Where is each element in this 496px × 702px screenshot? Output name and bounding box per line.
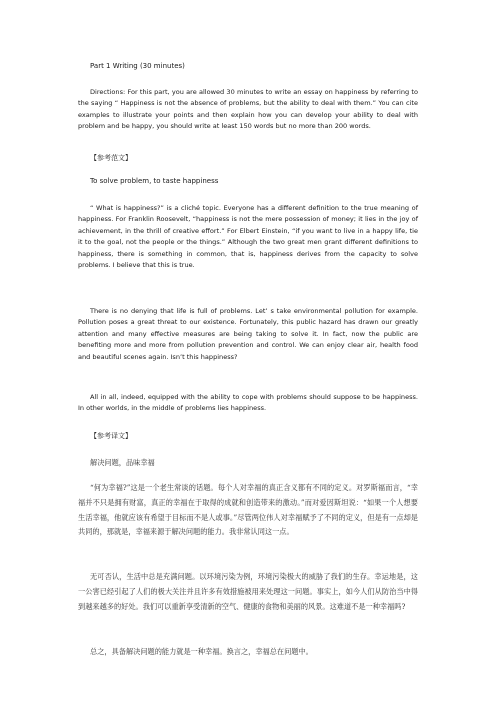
essay-paragraph-1: “ What is happiness?” is a cliché topic. Everyone has a different definition to the true meaning of happiness. For Franklin Roosevelt, “happiness is not the mere possession of money; it lies in the joy of achievement, in the thrill of creative effort.” For Elbert Einstein, “if you want to live in a happy life, tie it to the goal, not the people or the things.” Although the two great men grant different definitions to happiness, there is something in common, that is, happiness derives from the capacity to solve problems. I believe that this is true.	[78, 204, 418, 270]
essay-paragraph-3: All in all, indeed, equipped with the ability to cope with problems should suppose to be happiness. In other worlds, in the middle of problems lies happiness.	[78, 393, 418, 413]
directions-paragraph: Directions: For this part, you are allowed 30 minutes to write an essay on happiness by referring to the saying “ Happiness is not the absence of problems, but the ability to deal with them.” You can cite examples to illustrate your points and then explain how you can develop your ability to deal with problem and be happy, you should write at least 150 words but no more than 200 words.	[78, 88, 418, 131]
sample-essay-heading: 【参考范文】	[90, 154, 132, 162]
part-title: Part 1 Writing (30 minutes)	[90, 62, 185, 70]
translation-paragraph-2: 无可否认，生活中总是充满问题。以环境污染为例，环境污染极大的威胁了我们的生存。幸运地是，这一公害已经引起了人们的极大关注并且许多有效措施被用来处理这一问题。事实上，如今人们从防治当中得到越来越多的好处。我们可以重新享受清新的空气、健康的食物和美丽的风景。这难道不是一种幸福吗?	[78, 572, 418, 611]
essay-title: To solve problem, to taste happiness	[90, 177, 219, 185]
translation-paragraph-1: “何为幸福?”这是一个老生常谈的话题。每个人对幸福的真正含义都有不同的定义。对罗斯福而言，“幸福并不只是拥有财富，真正的幸福在于取得的成就和创造带来的激动。”而对爱因斯坦说：“如果一个人想要生活幸福，他就应该有希望于目标而不是人或事。”尽管两位伟人对幸福赋予了不同的定义，但是有一点却是共同的，那就是，幸福来源于解决问题的能力。我非常认同这一点。	[78, 483, 418, 537]
translation-paragraph-3: 总之，具备解决问题的能力就是一种幸福。换言之，幸福总在问题中。	[90, 647, 313, 656]
essay-paragraph-2: There is no denying that life is full of problems. Let’ s take environmental pollution for example. Pollution poses a great threat to our existence. Fortunately, this public hazard has drawn our greatly attention and many effective measures are being taking to solve it. In fact, now the public are benefiting more and more from pollution prevention and control. We can enjoy clear air, health food and beautiful scenes again. Isn’t this happiness?	[78, 307, 418, 361]
translation-heading: 【参考译文】	[90, 432, 132, 440]
translation-title: 解决问题，品味幸福	[90, 458, 155, 467]
